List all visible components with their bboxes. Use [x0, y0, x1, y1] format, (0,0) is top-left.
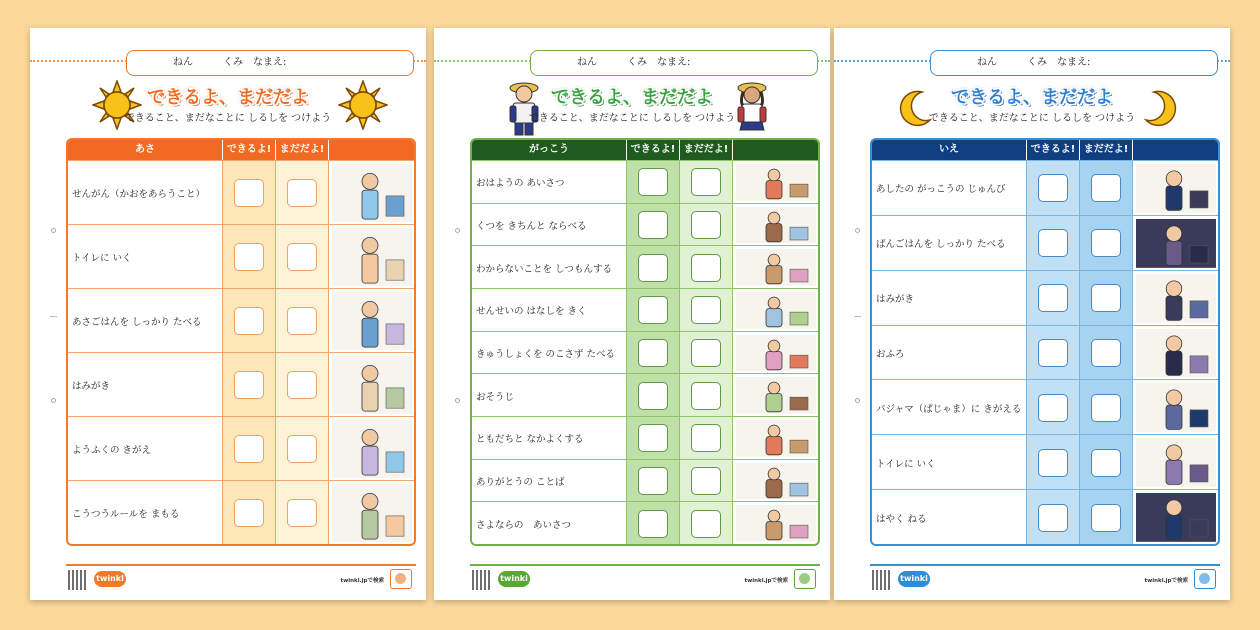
name-field[interactable]: ねん くみ なまえ: — [126, 50, 414, 76]
teacher-icon — [736, 292, 816, 329]
checklist-row — [872, 215, 1218, 270]
task-label: あさごはんを しっかり たべる — [72, 317, 202, 328]
header-picture — [328, 140, 416, 160]
header-not-yet: まだだよ! — [275, 140, 328, 160]
task-label: はみがき — [876, 294, 915, 306]
not-yet-checkbox[interactable] — [1091, 174, 1121, 202]
not-yet-checkbox[interactable] — [287, 179, 317, 207]
worksheet-home — [834, 28, 1230, 600]
punch-hole — [455, 398, 460, 403]
task-label: さよならの あいさつ — [476, 519, 572, 531]
footer — [470, 564, 820, 590]
not-yet-checkbox[interactable] — [691, 211, 721, 239]
checklist-row — [472, 373, 818, 416]
task-label: はみがき — [72, 381, 111, 392]
not-yet-checkbox[interactable] — [1091, 394, 1121, 422]
fold-mark — [854, 316, 861, 317]
can-checkbox[interactable] — [638, 339, 668, 367]
name-field[interactable]: ねん くみ なまえ: — [530, 50, 818, 76]
checklist-table — [870, 138, 1220, 546]
task-label: おふろ — [876, 348, 905, 360]
not-yet-checkbox[interactable] — [691, 168, 721, 196]
not-yet-checkbox[interactable] — [691, 296, 721, 324]
raising-hand-icon — [736, 249, 816, 286]
twinkl-logo: twinkl — [94, 571, 126, 587]
can-checkbox[interactable] — [234, 307, 264, 335]
qr-code-icon — [472, 570, 492, 590]
can-checkbox[interactable] — [638, 510, 668, 538]
tooth-brushing-icon — [332, 356, 412, 414]
checklist-row — [68, 160, 414, 224]
twinkl-logo: twinkl — [498, 571, 530, 587]
quality-badge-icon — [794, 569, 816, 589]
checklist-row — [68, 416, 414, 480]
footer-search-text: twinkl.jpで検索 — [340, 578, 384, 584]
not-yet-checkbox[interactable] — [287, 243, 317, 271]
can-checkbox[interactable] — [1038, 284, 1068, 312]
task-label: ありがとうの ことば — [476, 476, 565, 488]
school-lunch-icon — [736, 335, 816, 372]
punch-hole — [855, 398, 860, 403]
task-label: くつを きちんと ならべる — [476, 220, 587, 232]
greeting-icon — [736, 164, 816, 201]
not-yet-checkbox[interactable] — [691, 424, 721, 452]
not-yet-checkbox[interactable] — [691, 467, 721, 495]
can-checkbox[interactable] — [638, 168, 668, 196]
worksheet-subtitle: できること、まだなことに しるしを つけよう — [124, 113, 332, 124]
toilet-icon — [332, 228, 412, 286]
not-yet-checkbox[interactable] — [691, 382, 721, 410]
worksheet-morning — [30, 28, 426, 600]
not-yet-checkbox[interactable] — [691, 339, 721, 367]
dressing-icon — [332, 420, 412, 478]
checklist-row — [872, 160, 1218, 215]
punch-hole — [455, 228, 460, 233]
qr-code-icon — [68, 570, 88, 590]
can-checkbox[interactable] — [1038, 394, 1068, 422]
name-field[interactable]: ねん くみ なまえ: — [930, 50, 1218, 76]
footer — [66, 564, 416, 590]
table-header — [872, 140, 1218, 160]
breakfast-icon — [332, 292, 412, 350]
can-checkbox[interactable] — [638, 424, 668, 452]
task-label: わからないことを しつもんする — [476, 263, 613, 275]
table-header — [472, 140, 818, 160]
worksheet-school — [434, 28, 830, 600]
can-checkbox[interactable] — [234, 371, 264, 399]
checklist-row — [472, 459, 818, 502]
task-label: パジャマ（ぱじゃま）に きがえる — [876, 403, 1022, 415]
worksheet-title: できるよ、まだだよ — [147, 87, 309, 108]
checklist-table — [470, 138, 820, 546]
thank-you-icon — [736, 463, 816, 500]
can-checkbox[interactable] — [638, 211, 668, 239]
checklist-row — [872, 434, 1218, 489]
checklist-row — [68, 352, 414, 416]
worksheet-subtitle: できること、まだなことに しるしを つけよう — [928, 113, 1136, 124]
task-label: おはようの あいさつ — [476, 178, 565, 190]
checklist-row — [872, 270, 1218, 325]
not-yet-checkbox[interactable] — [1091, 339, 1121, 367]
checklist-row — [68, 480, 414, 544]
qr-code-icon — [872, 570, 892, 590]
goodbye-icon — [736, 505, 816, 542]
checklist-row — [472, 416, 818, 459]
punch-hole — [51, 228, 56, 233]
traffic-rules-icon — [332, 484, 412, 542]
worksheet-title: できるよ、まだだよ — [951, 87, 1113, 108]
cleaning-icon — [736, 377, 816, 414]
can-checkbox[interactable] — [638, 382, 668, 410]
twinkl-logo: twinkl — [898, 571, 930, 587]
task-label: ともだちと なかよくする — [476, 434, 584, 446]
checklist-row — [872, 325, 1218, 380]
not-yet-checkbox[interactable] — [1091, 229, 1121, 257]
task-label: せんせいの はなしを きく — [476, 306, 587, 318]
header-can: できるよ! — [1026, 140, 1079, 160]
can-checkbox[interactable] — [638, 254, 668, 282]
friends-icon — [736, 420, 816, 457]
task-label: はやく ねる — [876, 513, 927, 525]
shoe-rack-icon — [736, 207, 816, 244]
can-checkbox[interactable] — [234, 179, 264, 207]
can-checkbox[interactable] — [1038, 174, 1068, 202]
worksheet-title: できるよ、まだだよ — [551, 87, 713, 108]
task-label: あしたの がっこうの じゅんび — [876, 184, 1006, 196]
sleeping-icon — [1136, 493, 1216, 542]
header-category: あさ — [135, 144, 155, 155]
checklist-row — [472, 288, 818, 331]
can-checkbox[interactable] — [1038, 229, 1068, 257]
school-bag-icon — [1136, 164, 1216, 213]
not-yet-checkbox[interactable] — [691, 254, 721, 282]
not-yet-checkbox[interactable] — [287, 371, 317, 399]
checklist-row — [472, 160, 818, 203]
task-label: きゅうしょくを のこさず たべる — [476, 348, 616, 360]
header-not-yet: まだだよ! — [1079, 140, 1132, 160]
table-header — [68, 140, 414, 160]
header-can: できるよ! — [222, 140, 275, 160]
checklist-row — [68, 224, 414, 288]
task-label: トイレに いく — [72, 253, 132, 264]
checklist-row — [472, 245, 818, 288]
can-checkbox[interactable] — [234, 243, 264, 271]
task-label: おそうじ — [476, 391, 515, 403]
face-washing-icon — [332, 164, 412, 222]
header-picture — [732, 140, 820, 160]
not-yet-checkbox[interactable] — [287, 435, 317, 463]
can-checkbox[interactable] — [1038, 504, 1068, 532]
not-yet-checkbox[interactable] — [287, 307, 317, 335]
footer-search-text: twinkl.jpで検索 — [744, 578, 788, 584]
checklist-row — [68, 288, 414, 352]
header-category: がっこう — [529, 144, 569, 155]
checklist-table — [66, 138, 416, 546]
can-checkbox[interactable] — [234, 499, 264, 527]
checklist-row — [872, 379, 1218, 434]
not-yet-checkbox[interactable] — [287, 499, 317, 527]
fold-mark — [50, 316, 57, 317]
checklist-row — [472, 501, 818, 544]
task-label: ばんごはんを しっかり たべる — [876, 239, 1006, 251]
not-yet-checkbox[interactable] — [1091, 504, 1121, 532]
pajamas-icon — [1136, 383, 1216, 432]
checklist-row — [872, 489, 1218, 544]
not-yet-checkbox[interactable] — [1091, 284, 1121, 312]
quality-badge-icon — [390, 569, 412, 589]
dinner-icon — [1136, 219, 1216, 268]
header-can: できるよ! — [626, 140, 679, 160]
not-yet-checkbox[interactable] — [1091, 449, 1121, 477]
quality-badge-icon — [1194, 569, 1216, 589]
can-checkbox[interactable] — [638, 296, 668, 324]
worksheet-subtitle: できること、まだなことに しるしを つけよう — [528, 113, 736, 124]
task-label: こうつうルールを まもる — [72, 509, 180, 520]
punch-hole — [855, 228, 860, 233]
punch-hole — [51, 398, 56, 403]
not-yet-checkbox[interactable] — [691, 510, 721, 538]
toilet-icon — [1136, 438, 1216, 487]
header-picture — [1132, 140, 1220, 160]
task-label: ようふくの きがえ — [72, 445, 152, 456]
bath-icon — [1136, 329, 1216, 378]
can-checkbox[interactable] — [1038, 449, 1068, 477]
tooth-brushing-icon — [1136, 274, 1216, 323]
footer-search-text: twinkl.jpで検索 — [1144, 578, 1188, 584]
footer — [870, 564, 1220, 590]
checklist-row — [472, 331, 818, 374]
header-not-yet: まだだよ! — [679, 140, 732, 160]
can-checkbox[interactable] — [1038, 339, 1068, 367]
can-checkbox[interactable] — [638, 467, 668, 495]
can-checkbox[interactable] — [234, 435, 264, 463]
task-label: せんがん（かおをあらうこと） — [72, 189, 206, 200]
header-category: いえ — [939, 144, 959, 155]
checklist-row — [472, 203, 818, 246]
task-label: トイレに いく — [876, 458, 936, 470]
